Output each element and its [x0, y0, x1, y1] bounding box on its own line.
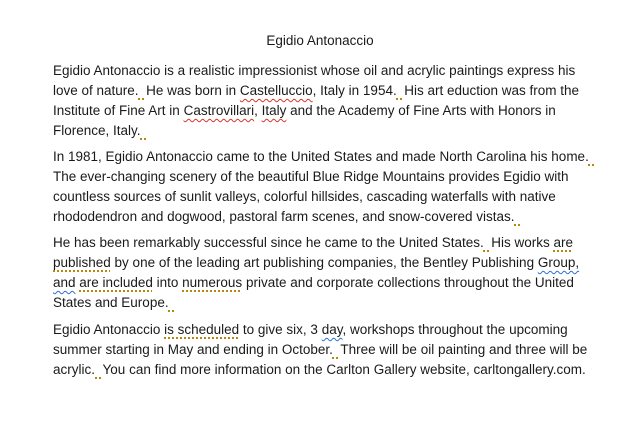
paragraph: [53, 61, 593, 141]
text-run: love of nature.: [53, 83, 139, 98]
grammar-mark: day: [321, 322, 343, 337]
spelling-mark: Castelluccio: [239, 83, 313, 98]
text-run: He was born in: [146, 83, 240, 98]
text-run: He has been remarkably successful since he came to the United States.: [53, 235, 484, 250]
text-run: to give six, 3: [239, 322, 322, 337]
editor-mark: [139, 83, 147, 98]
text-line: [53, 360, 593, 380]
text-line: [53, 293, 593, 313]
text-run: You can find more information on the Carlton Gallery website, carltongallery.com.: [102, 362, 586, 377]
text-run: Egidio Antonaccio: [53, 322, 165, 337]
text-run: Three will be oil painting and three will be: [340, 342, 588, 357]
text-line: [53, 273, 593, 293]
text-run: private and corporate collections throughout the United: [242, 275, 574, 290]
paragraph: [53, 233, 593, 313]
text-line: [53, 320, 593, 340]
text-run: into: [152, 275, 183, 290]
text-run: The ever-changing scenery of the beautiful Blue Ridge Mountains provides Egidio with: [53, 169, 569, 184]
text-line: [53, 61, 593, 81]
editor-mark: is scheduled: [164, 322, 240, 337]
editor-mark: [589, 149, 597, 164]
text-run: acrylic.: [53, 362, 96, 377]
text-run: His art eduction was from the: [404, 83, 580, 98]
editor-mark: [169, 295, 177, 310]
grammar-mark: Group,: [537, 255, 580, 270]
editor-mark: are included: [79, 275, 153, 290]
text-run: In 1981, Egidio Antonaccio came to the United States and made North Carolina his home.: [53, 149, 589, 164]
text-line: [53, 187, 593, 207]
text-run: and the Academy of Fine Arts with Honors in: [286, 103, 556, 118]
document-title: Egidio Antonaccio: [266, 33, 374, 48]
text-run: , workshops throughout the upcoming: [342, 322, 568, 337]
text-line: [53, 233, 593, 253]
paragraph: [53, 320, 593, 380]
text-line: [53, 340, 593, 360]
text-line: [53, 81, 593, 101]
editor-mark: numerous: [182, 275, 243, 290]
grammar-mark: and: [53, 275, 76, 290]
text-run: rhododendron and dogwood, pastoral farm scenes, and snow-covered vistas.: [53, 209, 515, 224]
text-line: [53, 121, 593, 141]
text-line: [53, 207, 593, 227]
editor-mark: [95, 362, 103, 377]
text-run: countless sources of sunlit valleys, colorful hillsides, cascading waterfalls with native: [53, 189, 556, 204]
editor-mark: [141, 123, 149, 138]
editor-mark: are: [553, 235, 574, 250]
text-line: [53, 253, 593, 273]
text-run: States and Europe.: [53, 295, 169, 310]
text-run: by one of the leading art publishing companies, the Bentley Publishing: [110, 255, 538, 270]
text-run: Egidio Antonaccio is a realistic impressionist whose oil and acrylic paintings express his: [53, 63, 576, 78]
editor-mark: [515, 209, 523, 224]
text-run: His works: [491, 235, 554, 250]
text-line: [53, 147, 593, 167]
text-run: , Italy in 1954.: [312, 83, 397, 98]
text-run: Institute of Fine Art in: [53, 103, 184, 118]
text-run: ,: [254, 103, 262, 118]
text-run: Florence, Italy.: [53, 123, 141, 138]
spelling-mark: Castrovillari: [183, 103, 255, 118]
text-line: [53, 167, 593, 187]
editor-mark: published: [53, 255, 111, 270]
spelling-mark: Italy: [261, 103, 287, 118]
text-run: summer starting in May and ending in October.: [53, 342, 333, 357]
paragraph: [53, 147, 593, 227]
text-line: [53, 101, 593, 121]
